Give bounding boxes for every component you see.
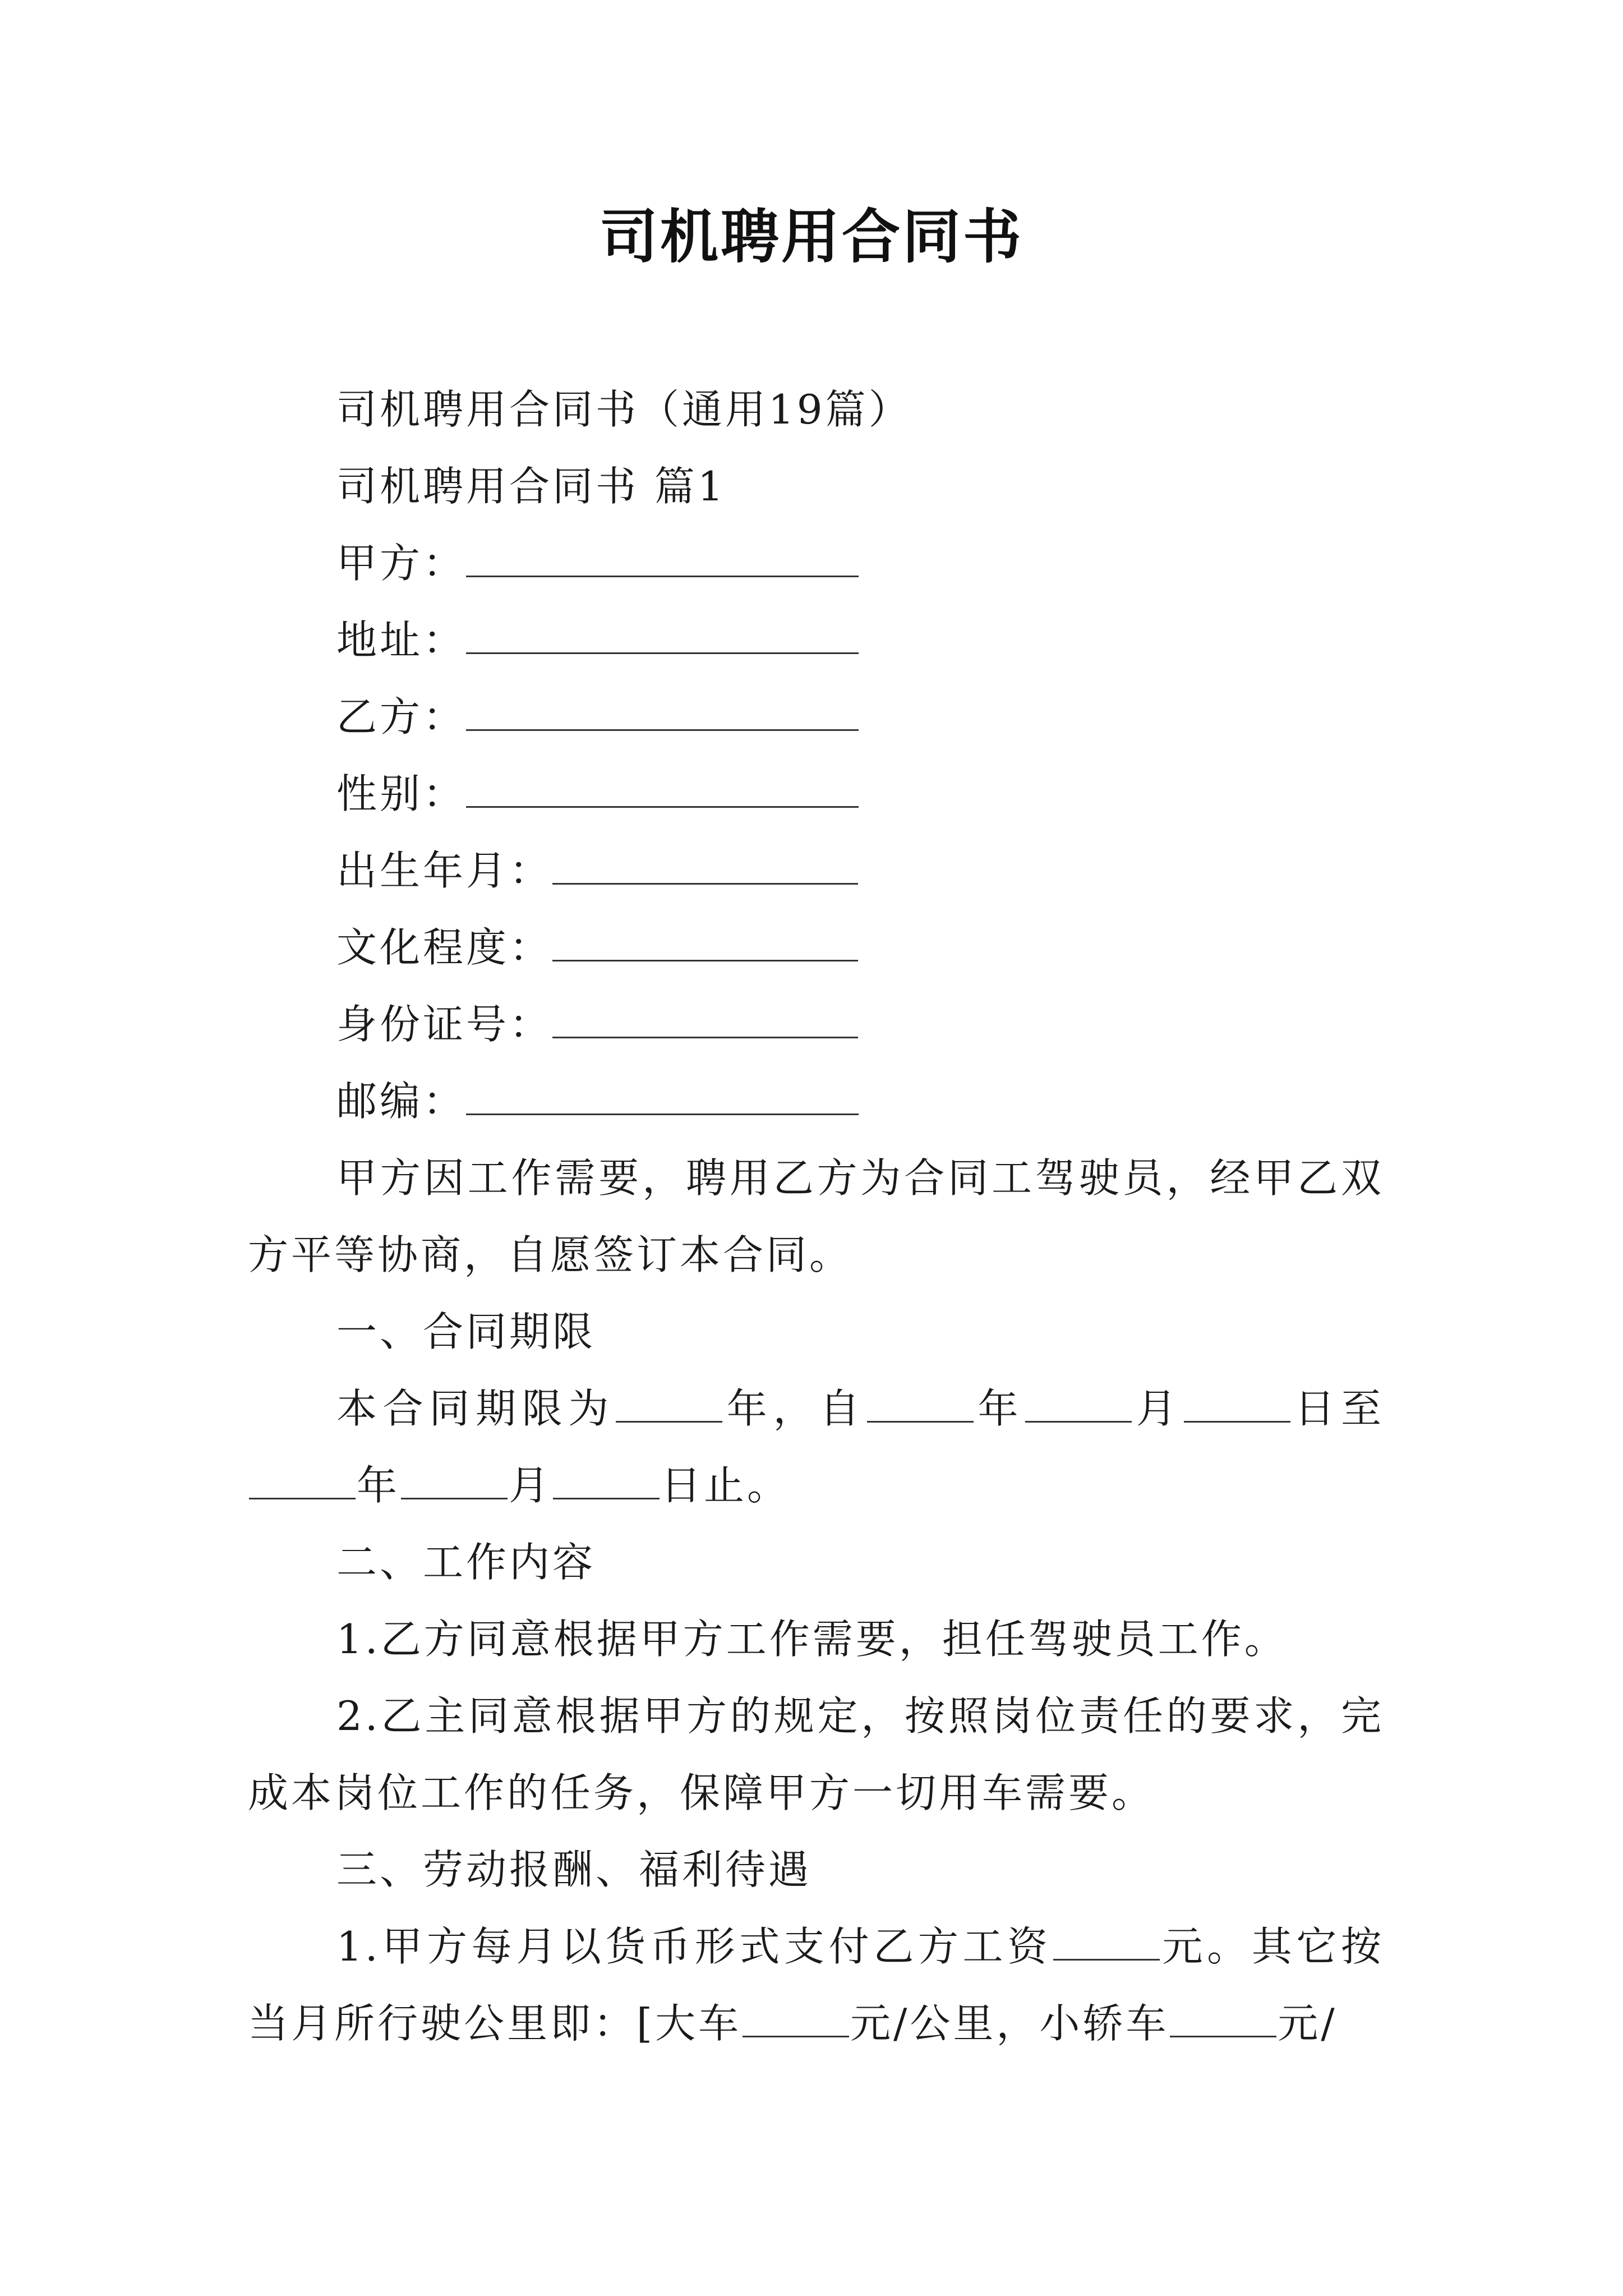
fill-in-blank	[553, 1465, 660, 1499]
fill-in-blank	[1025, 1388, 1132, 1423]
fill-in-blank	[616, 1388, 722, 1423]
fill-in-blank	[552, 927, 858, 961]
field-label: 乙方：	[336, 693, 467, 740]
heading-work-content: 二、工作内容	[336, 1539, 596, 1586]
text-run: 月	[1133, 1385, 1183, 1432]
fill-in-blank	[1184, 1388, 1290, 1423]
work-item-2: 2.乙主同意根据甲方的规定，按照岗位责任的要求，完成本岗位工作的任务，保障甲方一切用车需要。	[248, 1692, 1384, 1816]
section-heading: 司机聘用合同书 篇1	[336, 463, 726, 510]
text-run: 元/	[1278, 2000, 1338, 2047]
fill-in-blank	[466, 543, 859, 577]
fill-in-blank	[743, 2003, 849, 2037]
text-run: 本合同期限为	[336, 1385, 615, 1432]
text-run: 日止。	[661, 1462, 791, 1509]
text-run: 元。其它按当月所行驶公里即：[大车	[248, 1923, 1384, 2047]
field-label: 邮编：	[336, 1078, 467, 1125]
fill-in-blank	[1053, 1926, 1160, 1961]
fill-in-blank	[466, 620, 859, 654]
fill-in-blank	[867, 1388, 974, 1423]
fill-in-blank	[552, 1004, 858, 1038]
field-label: 文化程度：	[336, 924, 553, 971]
field-party-a	[248, 525, 1384, 602]
field-label: 地址：	[336, 616, 467, 664]
heading-compensation: 三、劳动报酬、福利待遇	[336, 1846, 812, 1893]
text-run: 年	[974, 1385, 1025, 1432]
fill-in-blank	[552, 850, 858, 885]
pay-paragraph	[248, 1908, 1384, 2062]
field-label: 甲方：	[336, 540, 467, 587]
field-address	[248, 602, 1384, 679]
fill-in-blank	[466, 774, 859, 808]
field-postcode	[248, 1063, 1384, 1140]
field-label: 性别：	[336, 770, 467, 817]
work-item-1: 1.乙方同意根据甲方工作需要，担任驾驶员工作。	[336, 1616, 1288, 1663]
fill-in-blank	[466, 1081, 859, 1115]
field-education	[248, 909, 1384, 986]
field-label: 身份证号：	[336, 1001, 553, 1048]
text-run: 日至	[1291, 1385, 1384, 1432]
term-paragraph	[248, 1370, 1384, 1524]
document-body	[248, 371, 1384, 2062]
field-id-number	[248, 986, 1384, 1063]
heading-contract-term: 一、合同期限	[336, 1308, 596, 1355]
text-run: 月	[509, 1462, 552, 1509]
document-subtitle: 司机聘用合同书（通用19篇）	[336, 386, 912, 433]
document-title: 司机聘用合同书	[599, 202, 1023, 271]
fill-in-blank	[466, 697, 859, 731]
text-run: 元/公里，小轿车	[850, 2000, 1169, 2047]
text-run: 年，自	[723, 1385, 866, 1432]
fill-in-blank	[401, 1465, 508, 1499]
intro-paragraph: 甲方因工作需要，聘用乙方为合同工驾驶员，经甲乙双方平等协商，自愿签订本合同。	[248, 1154, 1384, 1278]
field-party-b	[248, 679, 1384, 756]
field-birth-date	[248, 832, 1384, 909]
fill-in-blank	[249, 1465, 356, 1499]
text-run: 年	[357, 1462, 400, 1509]
field-gender	[248, 756, 1384, 832]
text-run: 1.甲方每月以货币形式支付乙方工资	[336, 1923, 1052, 1970]
field-label: 出生年月：	[336, 847, 553, 894]
fill-in-blank	[1170, 2003, 1276, 2037]
